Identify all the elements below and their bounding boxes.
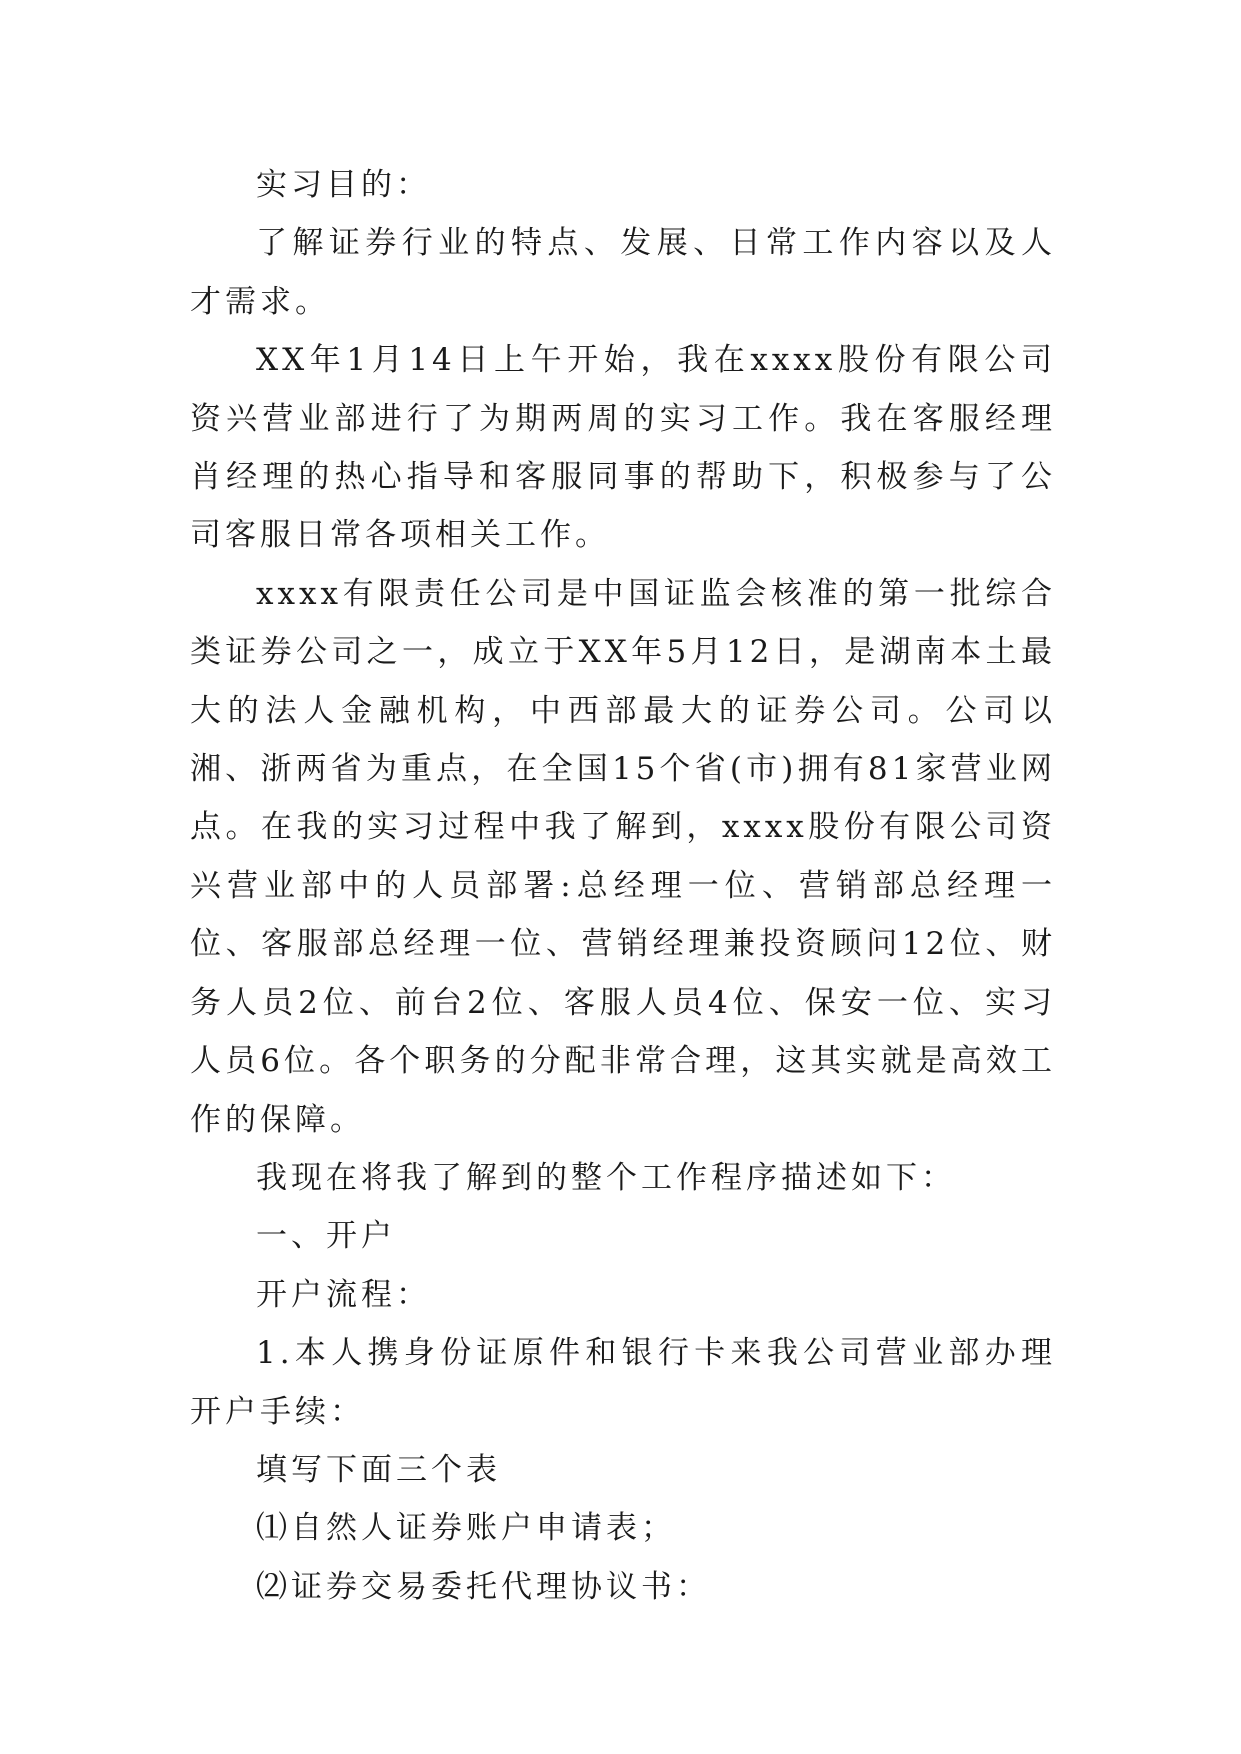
document-body: [190, 156, 1056, 1616]
list-item-form-2: ⑵证券交易委托代理协议书：: [256, 1568, 711, 1605]
paragraph-purpose: 了解证券行业的特点、发展、日常工作内容以及人才需求。: [190, 225, 1056, 320]
paragraph-forms-intro: 填写下面三个表: [256, 1451, 501, 1488]
paragraph-procedure-intro: 我现在将我了解到的整个工作程序描述如下：: [256, 1159, 956, 1196]
paragraph-company: xxxx有限责任公司是中国证监会核准的第一批综合类证券公司之一，成立于XX年5月12日，是湖南本土最大的法人金融机构，中西部最大的证券公司。公司以湘、浙两省为重点，在全国15个省(市)拥有81家营业网点。在我的实习过程中我了解到，xxxx股份有限公司资兴营业部中的人员部署:总经理一位、营销部总经理一位、客服部总经理一位、营销经理兼投资顾问12位、财务人员2位、前台2位、客服人员4位、保安一位、实习人员6位。各个职务的分配非常合理，这其实就是高效工作的保障。: [190, 575, 1056, 1138]
list-item-form-1: ⑴自然人证券账户申请表；: [256, 1510, 676, 1547]
paragraph-intro: XX年1月14日上午开始，我在xxxx股份有限公司资兴营业部进行了为期两周的实习工作。我在客服经理肖经理的热心指导和客服同事的帮助下，积极参与了公司客服日常各项相关工作。: [190, 342, 1056, 554]
list-item-step-1: 1.本人携身份证原件和银行卡来我公司营业部办理开户手续：: [190, 1335, 1056, 1430]
heading-purpose: 实习目的：: [256, 167, 431, 203]
subheading-account-process: 开户流程：: [256, 1276, 431, 1313]
section-heading-account-opening: 一、开户: [256, 1218, 396, 1255]
